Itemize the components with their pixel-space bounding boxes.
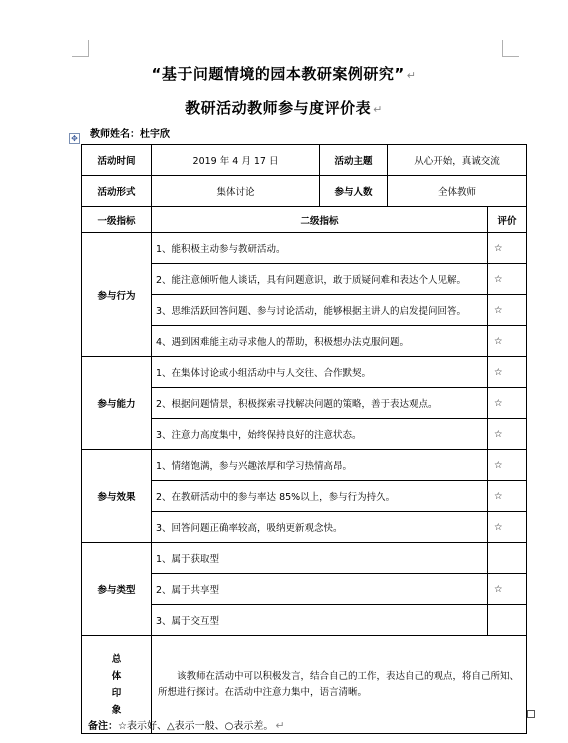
rating-cell[interactable] <box>488 543 527 574</box>
teacher-name: 教师姓名：杜宇欣 <box>90 129 170 140</box>
rating-cell[interactable]: ☆ <box>488 419 527 450</box>
indicator-text: 3、属于交互型 <box>152 605 488 636</box>
theme-value[interactable]: 从心开始，真诚交流 <box>388 145 527 176</box>
indicator-text: 4、遇到困难能主动寻求他人的帮助，积极想办法克服问题。 <box>152 326 488 357</box>
table-move-handle-icon[interactable]: ✥ <box>69 133 80 144</box>
paragraph-mark-icon: ↵ <box>406 69 417 82</box>
category-label: 参与类型 <box>82 543 152 636</box>
rating-cell[interactable]: ☆ <box>488 512 527 543</box>
document-subtitle <box>0 97 568 118</box>
time-value[interactable]: 2019 年 4 月 17 日 <box>152 145 320 176</box>
people-value[interactable]: 全体教师 <box>388 176 527 207</box>
info-row-2 <box>82 176 527 207</box>
table-row <box>82 543 527 574</box>
title-line-2: 教研活动教师参与度评价表 <box>185 99 372 117</box>
paragraph-mark-icon: ↵ <box>373 103 383 116</box>
indicator-text: 2、在教研活动中的参与率达 85%以上，参与行为持久。 <box>152 481 488 512</box>
people-label: 参与人数 <box>320 176 388 207</box>
level1-header: 一级指标 <box>82 207 152 233</box>
indicator-text: 1、情绪饱满，参与兴趣浓厚和学习热情高昂。 <box>152 450 488 481</box>
page-corner-mark-left <box>72 40 89 57</box>
theme-label: 活动主题 <box>320 145 388 176</box>
table-resize-handle-icon[interactable] <box>527 710 535 718</box>
summary-label-char: 印 <box>111 687 122 699</box>
summary-label-char: 象 <box>111 704 122 716</box>
evaluation-table <box>81 144 527 734</box>
indicator-text: 3、回答问题正确率较高，吸纳更新观念快。 <box>152 512 488 543</box>
rating-cell[interactable]: ☆ <box>488 233 527 264</box>
form-value[interactable]: 集体讨论 <box>152 176 320 207</box>
note-label: 备注： <box>88 721 118 732</box>
indicator-text: 3、思维活跃回答问题、参与讨论活动，能够根据主讲人的启发提问回答。 <box>152 295 488 326</box>
page-corner-mark-right <box>502 40 519 57</box>
indicator-text: 2、属于共享型 <box>152 574 488 605</box>
level2-header: 二级指标 <box>152 207 488 233</box>
category-label: 参与行为 <box>82 233 152 357</box>
summary-label-char: 总 <box>111 653 122 665</box>
document-title <box>0 63 568 84</box>
table-row <box>82 450 527 481</box>
time-label: 活动时间 <box>82 145 152 176</box>
rating-cell[interactable]: ☆ <box>488 388 527 419</box>
summary-text[interactable]: 该教师在活动中可以积极发言，结合自己的工作，表达自己的观点，将自己所知、所想进行探讨。在活动中注意力集中，语言清晰。 <box>152 636 527 734</box>
indicator-text: 1、能积极主动参与教研活动。 <box>152 233 488 264</box>
indicator-text: 1、属于获取型 <box>152 543 488 574</box>
title-line-1: “基于问题情境的园本教研案例研究” <box>151 65 405 83</box>
indicator-text: 3、注意力高度集中，始终保持良好的注意状态。 <box>152 419 488 450</box>
table-row <box>82 357 527 388</box>
rating-cell[interactable]: ☆ <box>488 574 527 605</box>
summary-label-char: 体 <box>111 670 122 682</box>
indicator-text: 2、根据问题情景，积极探索寻找解决问题的策略，善于表达观点。 <box>152 388 488 419</box>
note-text: ☆表示好、△表示一般、○表示差。 <box>118 721 274 732</box>
rating-cell[interactable]: ☆ <box>488 450 527 481</box>
form-label: 活动形式 <box>82 176 152 207</box>
rating-cell[interactable]: ☆ <box>488 295 527 326</box>
table-row <box>82 233 527 264</box>
rating-cell[interactable]: ☆ <box>488 481 527 512</box>
rating-cell[interactable]: ☆ <box>488 326 527 357</box>
indicator-text: 2、能注意倾听他人谈话，具有问题意识，敢于质疑问难和表达个人见解。 <box>152 264 488 295</box>
paragraph-mark-icon: ↵ <box>275 719 285 732</box>
indicator-text: 1、在集体讨论或小组活动中与人交往、合作默契。 <box>152 357 488 388</box>
footnote <box>88 717 285 732</box>
category-label: 参与效果 <box>82 450 152 543</box>
header-row <box>82 207 527 233</box>
rating-cell[interactable]: ☆ <box>488 357 527 388</box>
rating-header: 评价 <box>488 207 527 233</box>
category-label: 参与能力 <box>82 357 152 450</box>
info-row-1 <box>82 145 527 176</box>
rating-cell[interactable] <box>488 605 527 636</box>
rating-cell[interactable]: ☆ <box>488 264 527 295</box>
